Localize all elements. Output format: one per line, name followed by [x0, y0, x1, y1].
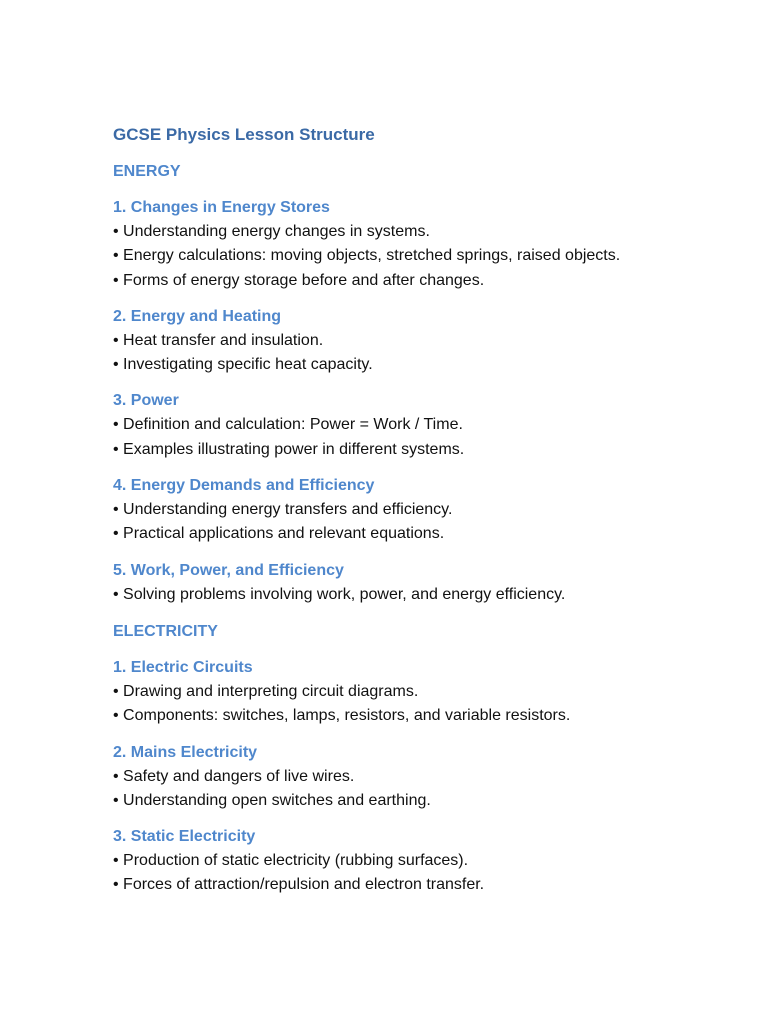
topic-heading: 1. Electric Circuits — [113, 658, 253, 676]
bullet-item: • Energy calculations: moving objects, stretched springs, raised objects. — [113, 247, 621, 265]
bullet-item: • Understanding energy transfers and efficiency. — [113, 501, 453, 519]
topic-changes-in-energy-stores — [113, 196, 768, 293]
bullet-item: • Components: switches, lamps, resistors, and variable resistors. — [113, 707, 571, 725]
topic-static-electricity — [113, 825, 768, 898]
topic-heading: 5. Work, Power, and Efficiency — [113, 561, 344, 579]
bullet-item: • Heat transfer and insulation. — [113, 331, 324, 349]
bullet-item: • Production of static electricity (rubbing surfaces). — [113, 852, 469, 870]
bullet-item: • Examples illustrating power in different systems. — [113, 440, 465, 458]
section-electricity — [113, 620, 768, 898]
topic-heading: 1. Changes in Energy Stores — [113, 199, 330, 216]
topic-electric-circuits — [113, 656, 768, 729]
section-heading: ENERGY — [113, 163, 181, 180]
topic-energy-demands-and-efficiency — [113, 474, 768, 547]
topic-work-power-efficiency — [113, 559, 768, 607]
bullet-item: • Forms of energy storage before and after changes. — [113, 271, 485, 289]
topic-power — [113, 389, 768, 462]
bullet-item: • Safety and dangers of live wires. — [113, 767, 355, 785]
bullet-item: • Practical applications and relevant equations. — [113, 525, 445, 543]
bullet-item: • Definition and calculation: Power = Work / Time. — [113, 416, 463, 434]
topic-mains-electricity — [113, 741, 768, 814]
topic-heading: 2. Mains Electricity — [113, 743, 258, 761]
topic-heading: 4. Energy Demands and Efficiency — [113, 477, 375, 495]
topic-heading: 3. Static Electricity — [113, 828, 256, 846]
bullet-item: • Forces of attraction/repulsion and electron transfer. — [113, 876, 485, 894]
topic-heading: 3. Power — [113, 392, 179, 410]
bullet-item: • Drawing and interpreting circuit diagrams. — [113, 682, 419, 700]
topic-heading: 2. Energy and Heating — [113, 307, 282, 325]
section-heading: ELECTRICITY — [113, 622, 218, 640]
section-energy — [113, 160, 768, 607]
bullet-item: • Investigating specific heat capacity. — [113, 356, 373, 374]
topic-energy-and-heating — [113, 305, 768, 378]
document-title: GCSE Physics Lesson Structure — [113, 125, 375, 144]
bullet-item: • Understanding energy changes in systems. — [113, 223, 430, 240]
bullet-item: • Understanding open switches and earthing. — [113, 791, 431, 809]
bullet-item: • Solving problems involving work, power, and energy efficiency. — [113, 585, 566, 603]
